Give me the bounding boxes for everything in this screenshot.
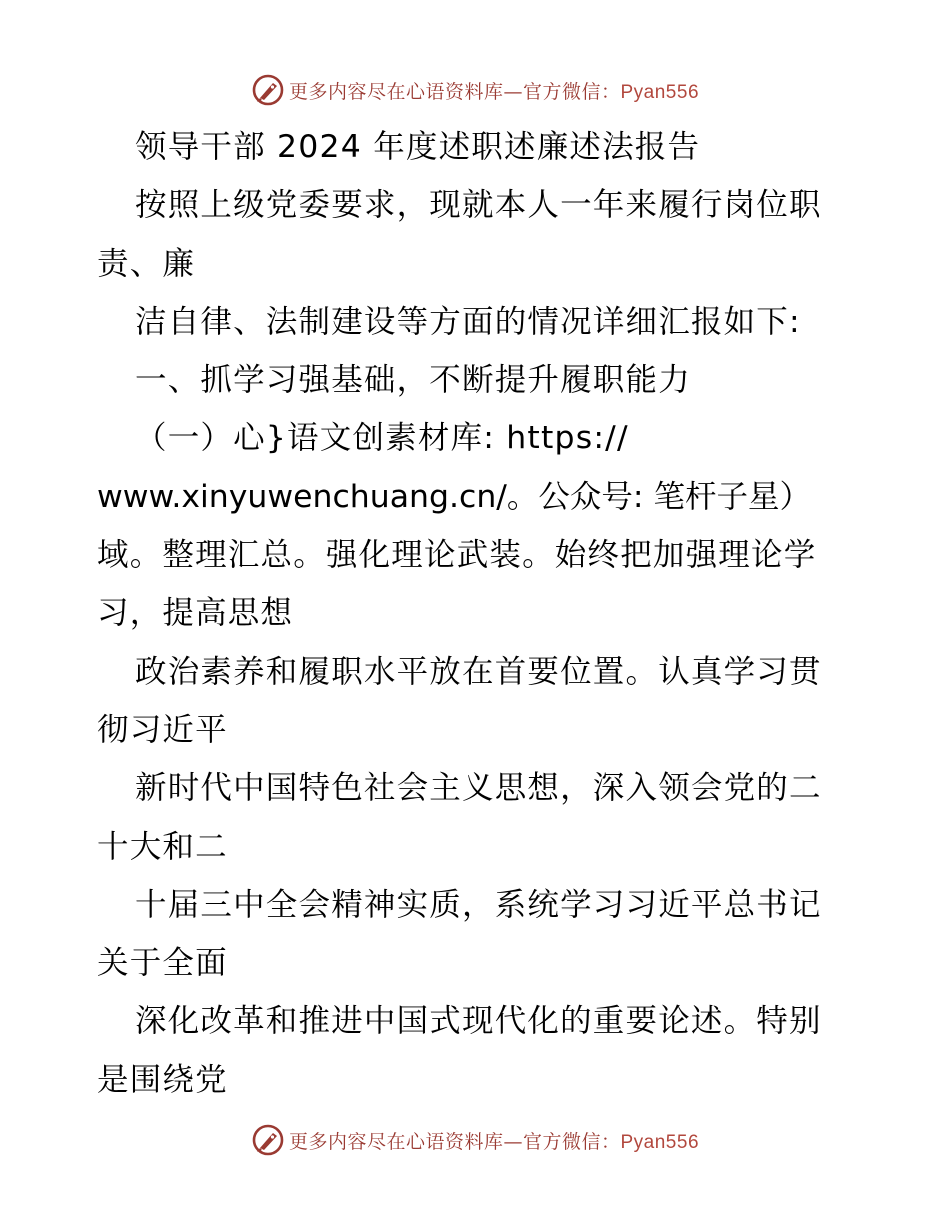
text-line: 按照上级党委要求，现就本人一年来履行岗位职	[135, 187, 822, 224]
text-line: （一）心}语文创素材库: https://	[135, 420, 629, 457]
text-line: 责、廉	[97, 245, 196, 282]
text-line: 新时代中国特色社会主义思想，深入领会党的二	[135, 770, 822, 807]
text-line: www.xinyuwenchuang.cn/。公众号: 笔杆子星）	[97, 478, 812, 515]
banner-label: 更多内容尽在心语资料库—官方微信：	[288, 1130, 621, 1153]
banner-wechat-handle: Pyan556	[620, 81, 700, 103]
pen-nib-logo-icon	[251, 73, 285, 107]
banner-label: 更多内容尽在心语资料库—官方微信：	[288, 80, 621, 103]
text-line: 域。整理汇总。强化理论武装。始终把加强理论学	[97, 537, 817, 574]
text-line: 是围绕党	[97, 1061, 228, 1098]
document-body	[97, 118, 857, 1109]
text-line: 深化改革和推进中国式现代化的重要论述。特别	[135, 1003, 822, 1040]
footer-watermark-banner	[0, 1120, 950, 1160]
text-line: 关于全面	[97, 945, 228, 982]
banner-text	[289, 1127, 699, 1154]
banner-text	[289, 77, 699, 104]
banner-wechat-handle: Pyan556	[620, 1131, 700, 1153]
document-title: 领导干部 2024 年度述职述廉述法报告	[135, 129, 701, 165]
text-line: 政治素养和履职水平放在首要位置。认真学习贯	[135, 653, 822, 690]
header-watermark-banner	[0, 70, 950, 110]
section-heading: 一、抓学习强基础，不断提升履职能力	[135, 362, 691, 399]
pen-nib-logo-icon	[251, 1123, 285, 1157]
text-line: 十届三中全会精神实质，系统学习习近平总书记	[135, 886, 822, 923]
text-line: 彻习近平	[97, 711, 228, 748]
text-line: 十大和二	[97, 828, 228, 865]
text-line: 习，提高思想	[97, 595, 294, 632]
text-line: 洁自律、法制建设等方面的情况详细汇报如下:	[135, 303, 801, 340]
